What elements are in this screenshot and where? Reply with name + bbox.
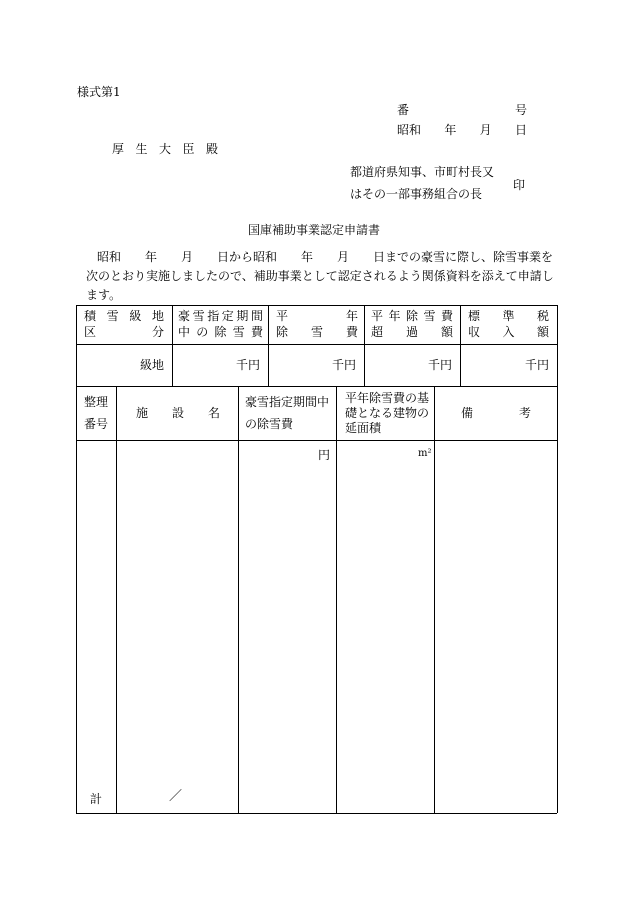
header-char: 雪 — [106, 309, 119, 323]
body-line-2: 次のとおり実施しましたので、補助事業として認定されるよう関係資料を添えて申請し — [86, 269, 554, 283]
header-char: 地 — [151, 309, 164, 323]
sender-line-1: 都道府県知事、市町村長又 — [350, 165, 495, 179]
header-char: 入 — [502, 325, 515, 339]
number-suffix: 号 — [514, 103, 527, 117]
date-era: 昭和 — [397, 123, 422, 137]
header-char: 雪 — [232, 325, 245, 339]
addressee — [112, 143, 218, 155]
header-char: 考 — [518, 406, 531, 420]
header-char: 除 — [276, 325, 289, 339]
header-char: 収 — [468, 325, 481, 339]
header-char: 中 — [178, 325, 191, 339]
header-char: 準 — [502, 309, 515, 323]
header-char: 税 — [536, 309, 549, 323]
date-field — [397, 124, 527, 136]
summary-value-grade: 級地 — [139, 358, 164, 372]
total-label: 計 — [90, 792, 103, 806]
header-char: 級 — [129, 309, 142, 323]
detail-header-remarks — [461, 407, 531, 419]
summary-value-excess: 千円 — [427, 358, 452, 372]
detail-header-no-1: 整理 — [84, 395, 109, 409]
header-char: 額 — [440, 325, 453, 339]
form-number-label: 様式第1 — [77, 85, 121, 99]
header-char: 年 — [345, 309, 358, 323]
header-char: の — [196, 325, 209, 339]
header-char: 間 — [250, 309, 263, 323]
summary-header-period-cost — [178, 310, 263, 322]
document-title: 国庫補助事業認定申請書 — [248, 223, 381, 237]
summary-header-excess-2 — [371, 326, 453, 338]
summary-value-normal-cost: 千円 — [331, 358, 356, 372]
seal-mark: 印 — [513, 178, 526, 192]
summary-header-snow-grade — [84, 310, 164, 322]
header-char: 名 — [207, 406, 220, 420]
header-char: 過 — [405, 325, 418, 339]
header-char: 期 — [236, 309, 249, 323]
header-char: 除 — [405, 309, 418, 323]
date-month: 月 — [479, 123, 492, 137]
detail-header-cost-2: の除雪費 — [245, 417, 294, 431]
header-char: 積 — [84, 309, 97, 323]
header-char: 指 — [207, 309, 220, 323]
addressee-char: 殿 — [205, 142, 218, 156]
header-char: 定 — [221, 309, 234, 323]
summary-header-snow-grade-2 — [84, 326, 164, 338]
header-char: 備 — [461, 406, 474, 420]
summary-header-period-cost-2 — [178, 326, 263, 338]
date-day: 日 — [514, 123, 527, 137]
detail-header-area-1: 平年除雪費の基 — [345, 391, 430, 405]
detail-header-no-2: 番号 — [84, 417, 109, 431]
header-char: 費 — [440, 309, 453, 323]
body-line-1: 昭和 年 月 日から昭和 年 月 日までの豪雪に際し、除雪事業を — [97, 250, 554, 264]
header-char: 費 — [345, 325, 358, 339]
header-char: 雪 — [423, 309, 436, 323]
summary-header-normal-cost — [276, 310, 358, 322]
addressee-char: 臣 — [182, 142, 195, 156]
header-char: 区 — [84, 325, 97, 339]
header-char: 雪 — [310, 325, 323, 339]
summary-header-standard-tax — [468, 310, 549, 322]
summary-header-excess — [371, 310, 453, 322]
addressee-char: 生 — [135, 142, 148, 156]
number-field — [397, 104, 527, 116]
sender-line-2: はその一部事務組合の長 — [350, 187, 483, 201]
header-char: 豪 — [178, 309, 191, 323]
header-char: 設 — [171, 406, 184, 420]
header-char: 施 — [136, 406, 149, 420]
header-char: 除 — [214, 325, 227, 339]
header-char: 額 — [536, 325, 549, 339]
body-line-3: ます。 — [86, 288, 122, 302]
header-char: 費 — [250, 325, 263, 339]
header-char: 標 — [468, 309, 481, 323]
detail-unit-sqm: m² — [418, 448, 432, 459]
detail-header-area-2: 礎となる建物の — [345, 406, 430, 420]
detail-header-area-3: 延面積 — [345, 421, 382, 435]
date-year: 年 — [444, 123, 457, 137]
addressee-char: 大 — [158, 142, 171, 156]
header-char: 平 — [371, 309, 384, 323]
detail-header-facility — [136, 407, 220, 419]
summary-header-normal-cost-2 — [276, 326, 358, 338]
addressee-char: 厚 — [112, 142, 125, 156]
summary-value-standard-tax: 千円 — [524, 358, 549, 372]
header-char: 平 — [276, 309, 289, 323]
detail-header-cost-1: 豪雪指定期間中 — [245, 395, 330, 409]
header-char: 年 — [388, 309, 401, 323]
summary-header-standard-tax-2 — [468, 326, 549, 338]
header-char: 分 — [151, 325, 164, 339]
detail-unit-yen: 円 — [318, 448, 331, 462]
header-char: 雪 — [192, 309, 205, 323]
summary-value-period-cost: 千円 — [235, 358, 260, 372]
header-char: 超 — [371, 325, 384, 339]
number-label: 番 — [397, 103, 410, 117]
total-slash: ／ — [169, 789, 183, 804]
